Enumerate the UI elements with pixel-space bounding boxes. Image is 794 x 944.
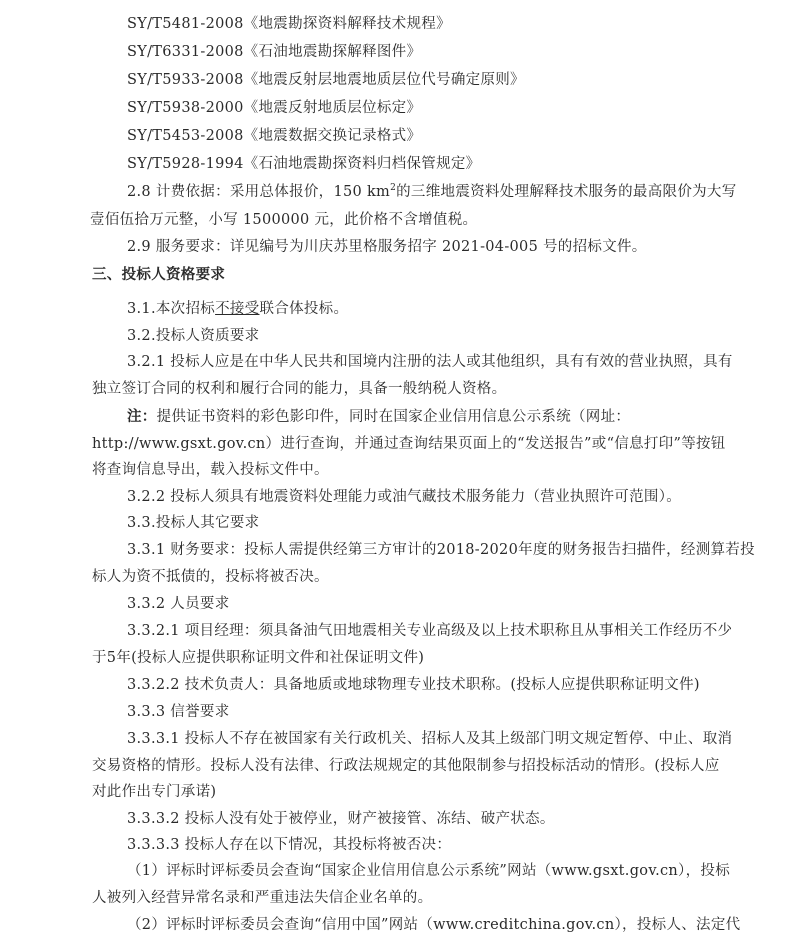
note-line-1: 注：提供证书资料的彩色影印件，同时在国家企业信用信息公示系统（网址： (127, 408, 631, 425)
section-heading: 三、投标人资格要求 (92, 267, 226, 283)
note-line-2: http://www.gsxt.gov.cn）进行查询，并通过查询结果页面上的“发送报告”或“信息打印”等按钮 (92, 436, 726, 452)
list-item-2-line-1: （2）评标时评标委员会查询“信用中国”网站（www.creditchina.gov.cn），投标人、法定代 (127, 917, 741, 933)
clause-3-2-1-line-2: 独立签订合同的权利和履行合同的能力，具备一般纳税人资格。 (92, 381, 507, 397)
list-item-1-line-2: 人被列入经营异常名录和严重违法失信企业名单的。 (92, 890, 433, 906)
standard-line: SY/T6331-2008《石油地震勘探解释图件》 (127, 44, 422, 60)
clause-3-3-2-1-line-2: 于5年(投标人应提供职称证明文件和社保证明文件) (92, 650, 425, 666)
standard-line: SY/T5938-2000《地震反射地质层位标定》 (127, 100, 422, 116)
clause-3-3-1-line-1: 3.3.1 财务要求：投标人需提供经第三方审计的2018-2020年度的财务报告扫描件，经测算若投 (127, 542, 755, 558)
standard-line: SY/T5481-2008《地震勘探资料解释技术规程》 (127, 16, 451, 32)
clause-3-3-2: 3.3.2 人员要求 (127, 596, 230, 612)
clause-3-3-3-1-line-3: 对此作出专门承诺) (92, 784, 217, 800)
clause-3-3-2-2: 3.3.2.2 技术负责人：具备地质或地球物理专业技术职称。(投标人应提供职称证明文件) (127, 677, 700, 693)
clause-3-2-2: 3.2.2 投标人须具有地震资料处理能力或油气藏技术服务能力（营业执照许可范围）。 (127, 489, 682, 505)
clause-3-3-2-1-line-1: 3.3.2.1 项目经理：须具备油气田地震相关专业高级及以上技术职称且从事相关工作经历不少 (127, 623, 733, 639)
clause-3-3-3: 3.3.3 信誉要求 (127, 704, 230, 720)
note-line-3: 将查询信息导出，载入投标文件中。 (92, 462, 329, 478)
clause-3-3-3-1-line-1: 3.3.3.1 投标人不存在被国家有关行政机关、招标人及其上级部门明文规定暂停、中止、取消 (127, 731, 733, 747)
service-requirement: 2.9 服务要求：详见编号为川庆苏里格服务招字 2021-04-005 号的招标文件。 (127, 239, 647, 255)
note-label: 注： (127, 408, 157, 425)
list-item-1-line-1: （1）评标时评标委员会查询“国家企业信用信息公示系统”网站（www.gsxt.gov.cn），投标 (127, 863, 731, 879)
standard-line: SY/T5453-2008《地震数据交换记录格式》 (127, 128, 422, 144)
clause-3-2-1-line-1: 3.2.1 投标人应是在中华人民共和国境内注册的法人或其他组织，具有有效的营业执照，具有 (127, 354, 733, 370)
clause-3-3-3-2: 3.3.3.2 投标人没有处于被停业，财产被接管、冻结、破产状态。 (127, 811, 555, 827)
standard-line: SY/T5928-1994《石油地震勘探资料归档保管规定》 (127, 156, 481, 172)
pricing-basis-line-2: 壹佰伍拾万元整，小写 1500000 元，此价格不含增值税。 (90, 212, 478, 228)
clause-3-3: 3.3.投标人其它要求 (127, 515, 260, 531)
clause-3-3-1-line-2: 标人为资不抵债的，投标将被否决。 (92, 569, 329, 585)
clause-3-3-3-1-line-2: 交易资格的情形。投标人没有法律、行政法规规定的其他限制参与招投标活动的情形。(投标人应 (92, 758, 720, 774)
clause-3-1: 3.1.本次招标不接受联合体投标。 (127, 301, 349, 317)
standard-line: SY/T5933-2008《地震反射层地震地质层位代号确定原则》 (127, 72, 525, 88)
clause-3-3-3-3: 3.3.3.3 投标人存在以下情况，其投标将被否决： (127, 837, 452, 853)
pricing-basis-line-1: 2.8 计费依据：采用总体报价，150 $km^2$的三维地震资料处理解释技术服务的最高限价为大写 (127, 183, 737, 200)
clause-3-2: 3.2.投标人资质要求 (127, 328, 260, 344)
